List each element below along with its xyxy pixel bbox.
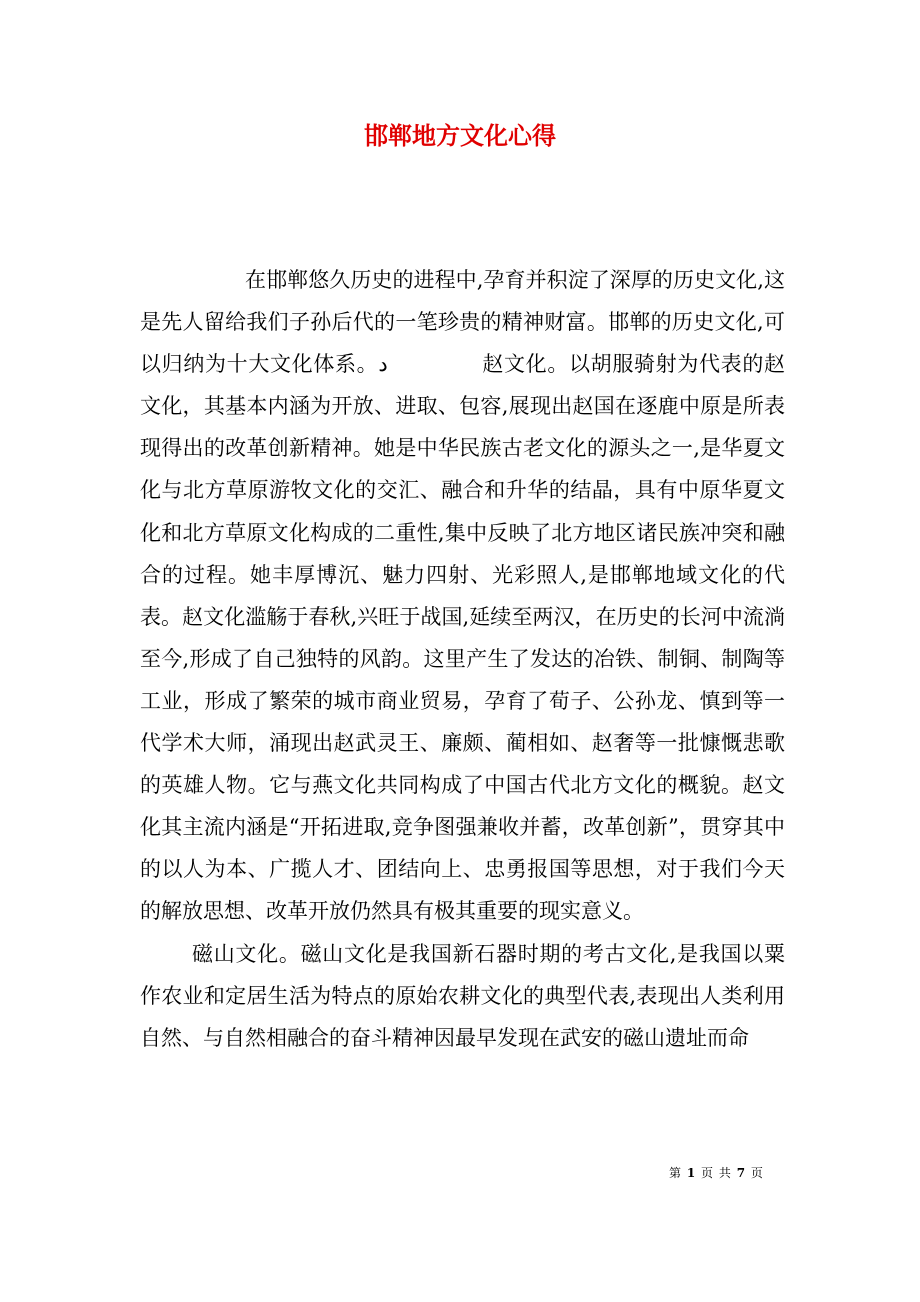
footer-label-end: 页	[750, 1166, 764, 1180]
document-title: 邯郸地方文化心得	[364, 121, 556, 150]
total-pages-number: 7	[736, 1166, 747, 1180]
footer-label-of: 页 共	[701, 1166, 732, 1180]
paragraph-zhao-text: 赵文化。以胡服骑射为代表的赵文化，其基本内涵为开放、进取、包容,展现出赵国在逐鹿中原是所表现得出的改革创新精神。她是中华民族古老文化的源头之一,是华夏文化与北方草原游牧文化的交汇、融合和升华的结晶，具有中原华夏文化和北方草原文化构成的二重性,集中反映了北方地区诸民族冲突和融合的过程。她丰厚博沉、魅力四射、光彩照人,是邯郸地域文化的代表。赵文化滥觞于春秋,兴旺于战国,延续至两汉，在历史的长河中流淌至今,形成了自己独特的风韵。这里产生了发达的冶铁、制铜、制陶等工业，形成了繁荣的城市商业贸易，孕育了荀子、公孙龙、慎到等一代学术大师，涌现出赵武灵王、廉颇、蔺相如、赵奢等一批慷慨悲歌的英雄人物。它与燕文化共同构成了中国古代北方文化的概貌。赵文化其主流内涵是“开拓进取,竞争图强兼收并蓄，改革创新”，贯穿其中的以人为本、广揽人才、团结向上、忠勇报国等思想，对于我们今天的解放思想、改革开放仍然具有极其重要的现实意义。	[140, 352, 786, 924]
paragraph-cishan-culture: 磁山文化。磁山文化是我国新石器时期的考古文化,是我国以粟作农业和定居生活为特点的原始农耕文化的典型代表,表现出人类利用自然、与自然相融合的奋斗精神因最早发现在武安的磁山遗址而命	[140, 941, 785, 1050]
document-body	[140, 259, 785, 1059]
footer-label-page: 第	[669, 1166, 683, 1180]
paragraph-zhao-culture	[140, 259, 785, 933]
current-page-number: 1	[686, 1166, 697, 1180]
paragraph-intro-text: 在邯郸悠久历史的进程中,孕育并积淀了深厚的历史文化,这是先人留给我们子孙后代的一笔珍贵的精神财富。邯郸的历史文化,可以归纳为十大文化体系。	[140, 268, 785, 377]
stray-mark: د	[378, 352, 388, 377]
page-number-footer	[669, 1163, 764, 1183]
